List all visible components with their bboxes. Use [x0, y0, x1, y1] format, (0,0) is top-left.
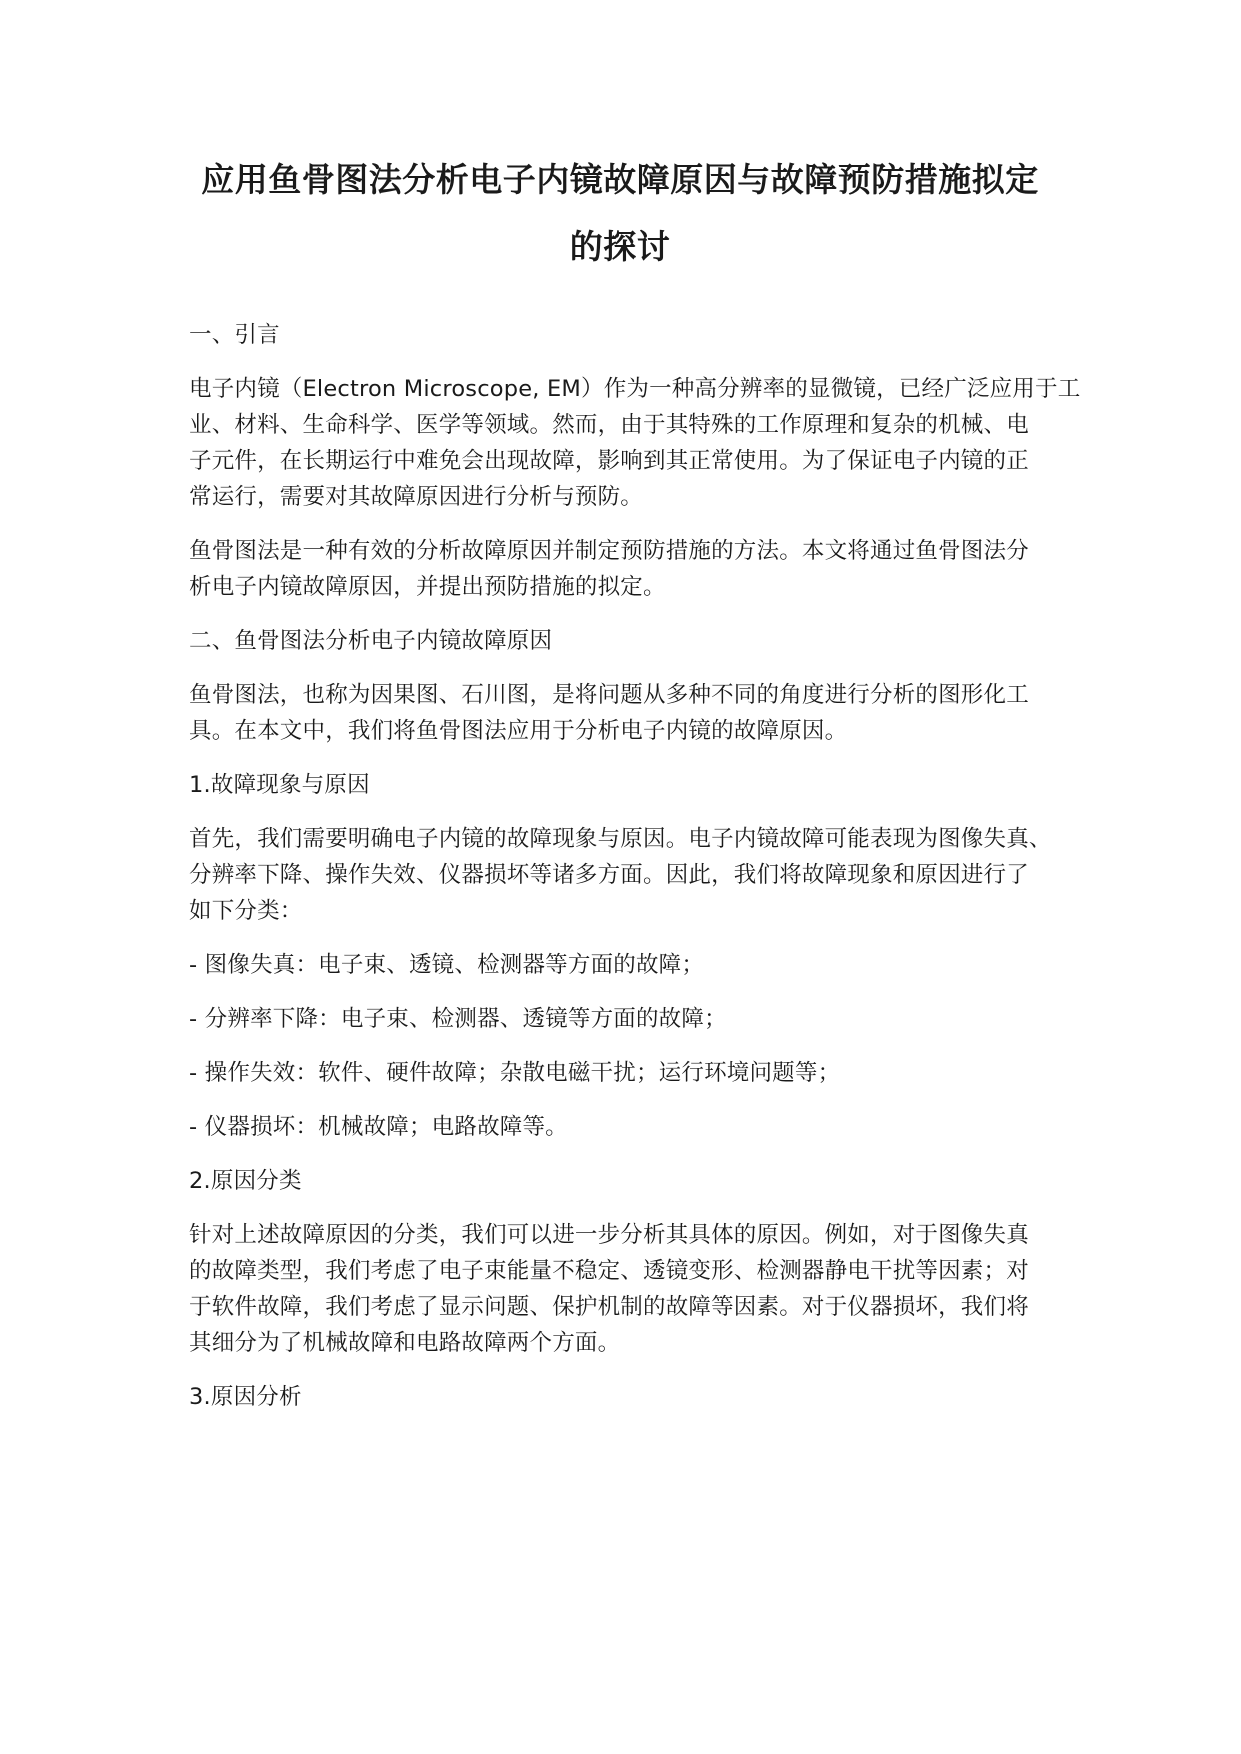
sub1-paragraph-line-2: 分辨率下降、操作失效、仪器损坏等诸多方面。因此，我们将故障现象和原因进行了	[189, 862, 1029, 888]
list-item: - 操作失效：软件、硬件故障；杂散电磁干扰；运行环境问题等；	[189, 1060, 841, 1086]
subheading-3: 3.原因分析	[189, 1384, 302, 1410]
title-line-2: 的探讨	[569, 227, 671, 266]
sub2-paragraph-line-2: 的故障类型，我们考虑了电子束能量不稳定、透镜变形、检测器静电干扰等因素；对	[189, 1258, 1029, 1284]
list-item: - 分辨率下降：电子束、检测器、透镜等方面的故障；	[189, 1006, 727, 1032]
sub2-paragraph-line-3: 于软件故障，我们考虑了显示问题、保护机制的故障等因素。对于仪器损坏，我们将	[189, 1294, 1029, 1320]
heading-analysis: 二、鱼骨图法分析电子内镜故障原因	[189, 628, 553, 654]
subheading-2: 2.原因分类	[189, 1168, 302, 1194]
sub2-paragraph-line-1: 针对上述故障原因的分类，我们可以进一步分析其具体的原因。例如，对于图像失真	[189, 1222, 1029, 1248]
list-item: - 仪器损坏：机械故障；电路故障等。	[189, 1114, 568, 1140]
intro-paragraph-1-line-3: 子元件，在长期运行中难免会出现故障，影响到其正常使用。为了保证电子内镜的正	[189, 448, 1029, 474]
title-line-1: 应用鱼骨图法分析电子内镜故障原因与故障预防措施拟定	[201, 160, 1039, 199]
intro-paragraph-1-line-4: 常运行，需要对其故障原因进行分析与预防。	[189, 484, 644, 510]
analysis-paragraph-line-2: 具。在本文中，我们将鱼骨图法应用于分析电子内镜的故障原因。	[189, 718, 848, 744]
sub1-paragraph-line-1: 首先，我们需要明确电子内镜的故障现象与原因。电子内镜故障可能表现为图像失真、	[189, 826, 1052, 852]
intro-paragraph-2-line-2: 析电子内镜故障原因，并提出预防措施的拟定。	[189, 574, 666, 600]
intro-paragraph-2-line-1: 鱼骨图法是一种有效的分析故障原因并制定预防措施的方法。本文将通过鱼骨图法分	[189, 538, 1029, 564]
list-item: - 图像失真：电子束、透镜、检测器等方面的故障；	[189, 952, 705, 978]
intro-paragraph-1-line-1: 电子内镜（Electron Microscope, EM）作为一种高分辨率的显微镜，已经广泛应用于工	[189, 376, 1081, 402]
sub1-paragraph-line-3: 如下分类：	[189, 898, 303, 924]
heading-intro: 一、引言	[189, 322, 280, 348]
intro-paragraph-1-line-2: 业、材料、生命科学、医学等领域。然而，由于其特殊的工作原理和复杂的机械、电	[189, 412, 1029, 438]
analysis-paragraph-line-1: 鱼骨图法，也称为因果图、石川图，是将问题从多种不同的角度进行分析的图形化工	[189, 682, 1029, 708]
sub2-paragraph-line-4: 其细分为了机械故障和电路故障两个方面。	[189, 1330, 621, 1356]
subheading-1: 1.故障现象与原因	[189, 772, 370, 798]
